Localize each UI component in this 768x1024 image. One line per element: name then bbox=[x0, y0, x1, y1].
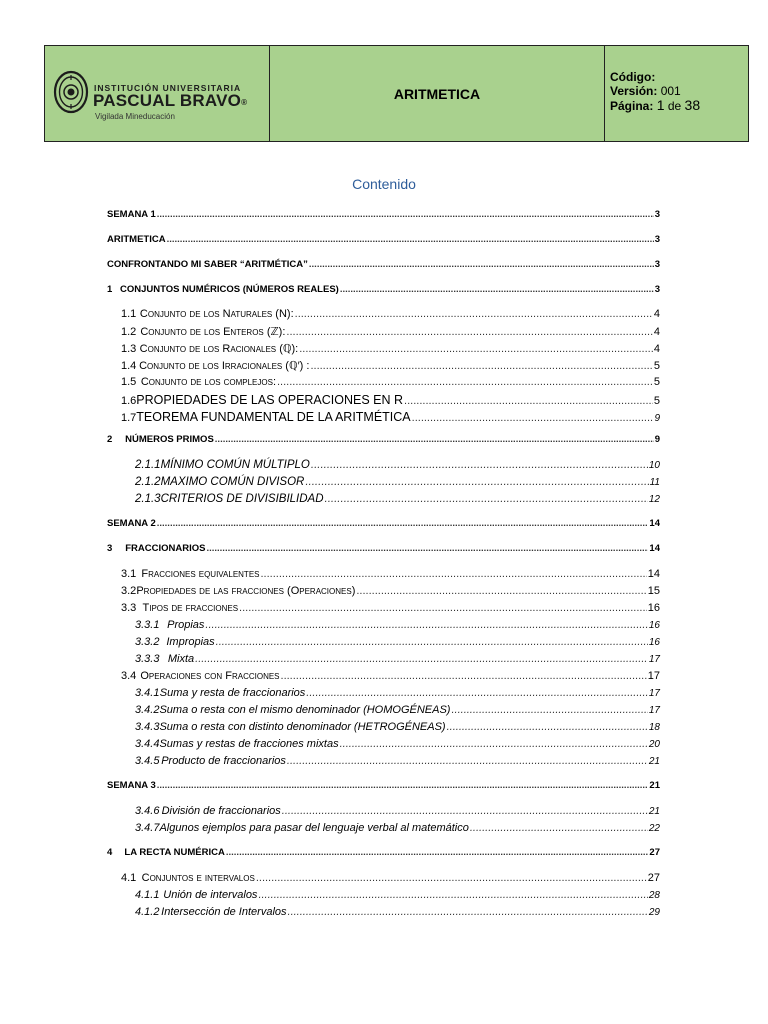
toc-entry-number: 1.3 bbox=[121, 343, 137, 355]
toc-entry-title: Conjunto de los Naturales (N): bbox=[139, 308, 294, 320]
toc-entry[interactable] bbox=[135, 476, 660, 488]
toc-entry-number: 1 bbox=[107, 284, 113, 295]
toc-leader-dots bbox=[226, 847, 649, 858]
toc-entry-title: Producto de fraccionarios bbox=[161, 755, 286, 767]
toc-entry-number: 3.4.1 bbox=[135, 687, 160, 699]
toc-entry-title: SEMANA 2 bbox=[107, 518, 156, 529]
toc-entry-page: 9 bbox=[654, 413, 660, 424]
toc-entry-title: Sumas y restas de fracciones mixtas bbox=[159, 738, 339, 750]
toc-entry[interactable] bbox=[135, 687, 660, 699]
toc-entry[interactable] bbox=[107, 284, 660, 295]
toc-entry-page: 28 bbox=[648, 890, 660, 901]
toc-entry-page: 4 bbox=[653, 326, 660, 338]
toc-entry-number: 3 bbox=[107, 543, 113, 554]
toc-leader-dots bbox=[325, 493, 648, 505]
toc-leader-dots bbox=[261, 568, 647, 580]
toc-entry-title: Mixta bbox=[167, 653, 195, 665]
toc-entry-number: 3.3.1 bbox=[135, 619, 160, 631]
toc-leader-dots bbox=[256, 872, 647, 884]
toc-leader-dots bbox=[310, 360, 652, 372]
toc-heading: Contenido bbox=[352, 176, 416, 192]
toc-entry[interactable] bbox=[121, 359, 660, 372]
toc-entry[interactable] bbox=[135, 704, 660, 716]
toc-entry-page: 17 bbox=[647, 670, 660, 682]
toc-entry-title: Conjunto de los complejos: bbox=[140, 376, 276, 388]
toc-entry-number: 4.1.1 bbox=[135, 889, 160, 901]
toc-entry-page: 12 bbox=[648, 494, 660, 505]
toc-entry-number: 1.7 bbox=[121, 412, 137, 424]
pagina-label: Página: bbox=[610, 99, 654, 113]
toc-leader-dots bbox=[281, 670, 647, 682]
toc-leader-dots bbox=[309, 259, 654, 270]
toc-entry-page: 27 bbox=[647, 872, 660, 884]
version-value: 001 bbox=[660, 84, 681, 98]
toc-entry-number: 3.3.2 bbox=[135, 636, 160, 648]
toc-entry-title: MÍNIMO COMÚN MÚLTIPLO bbox=[160, 459, 310, 471]
toc-entry-page: 14 bbox=[647, 568, 660, 580]
toc-entry-page: 14 bbox=[649, 543, 660, 554]
toc-entry-page: 27 bbox=[649, 847, 660, 858]
toc-entry[interactable] bbox=[121, 342, 660, 355]
toc-entry-number: 2.1.2 bbox=[135, 476, 161, 488]
toc-leader-dots bbox=[282, 805, 648, 817]
toc-leader-dots bbox=[216, 636, 648, 648]
toc-leader-dots bbox=[306, 687, 648, 699]
toc-entry-number: 3.2 bbox=[121, 585, 137, 597]
toc-entry-number: 4.1.2 bbox=[135, 906, 160, 918]
toc-entry-title: Suma o resta con el mismo denominador (HOMOGÉNEAS) bbox=[159, 704, 451, 716]
toc-leader-dots bbox=[215, 434, 654, 445]
institution-name: PASCUAL BRAVO® bbox=[93, 91, 248, 110]
toc-entry-page: 20 bbox=[648, 739, 660, 750]
document-title: ARITMETICA bbox=[270, 46, 605, 141]
toc-entry[interactable] bbox=[121, 325, 660, 338]
toc-entry[interactable] bbox=[135, 805, 660, 817]
toc-leader-dots bbox=[412, 412, 654, 424]
toc-leader-dots bbox=[447, 721, 648, 733]
toc-entry[interactable] bbox=[121, 308, 660, 320]
toc-entry-title: CRITERIOS DE DIVISIBILIDAD bbox=[160, 493, 324, 505]
toc-leader-dots bbox=[288, 906, 648, 918]
toc-entry[interactable] bbox=[107, 209, 660, 220]
toc-entry-page: 9 bbox=[654, 434, 660, 445]
toc-entry-number: 1.4 bbox=[121, 360, 137, 372]
toc-entry-page: 29 bbox=[648, 907, 660, 918]
toc-entry[interactable] bbox=[107, 847, 660, 858]
toc-entry-number: 1.5 bbox=[121, 376, 137, 388]
toc-leader-dots bbox=[167, 234, 654, 245]
toc-entry-number: 3.1 bbox=[121, 568, 137, 580]
toc-leader-dots bbox=[311, 459, 648, 471]
toc-entry-page: 10 bbox=[648, 460, 660, 471]
toc-entry-page: 5 bbox=[653, 360, 660, 372]
toc-entry-title: Intersección de Intervalos bbox=[161, 906, 287, 918]
toc-entry-title: CONJUNTOS NUMÉRICOS (NÚMEROS REALES) bbox=[119, 284, 339, 295]
toc-entry[interactable] bbox=[107, 543, 660, 554]
toc-entry-title: Tipos de fracciones bbox=[142, 602, 239, 614]
toc-entry-title: Operaciones con Fracciones bbox=[140, 670, 280, 682]
toc-leader-dots bbox=[157, 518, 649, 529]
toc-entry-page: 21 bbox=[649, 780, 660, 791]
toc-leader-dots bbox=[205, 619, 647, 631]
toc-entry[interactable] bbox=[135, 653, 660, 665]
toc-entry-page: 3 bbox=[654, 209, 660, 220]
toc-entry-page: 21 bbox=[648, 806, 660, 817]
toc-entry-page: 11 bbox=[649, 477, 660, 488]
toc-entry-title: MAXIMO COMÚN DIVISOR bbox=[160, 476, 305, 488]
toc-entry[interactable] bbox=[135, 822, 660, 834]
toc-entry-page: 22 bbox=[648, 823, 660, 834]
toc-entry[interactable] bbox=[135, 636, 660, 648]
toc-entry-title: SEMANA 3 bbox=[107, 780, 156, 791]
toc-entry-number: 3.4.7 bbox=[135, 822, 160, 834]
toc-entry-page: 17 bbox=[648, 688, 660, 699]
toc-leader-dots bbox=[287, 755, 648, 767]
institution-line1: INSTITUCIÓN UNIVERSITARIA bbox=[94, 83, 242, 93]
toc-entry-number: 4 bbox=[107, 847, 113, 858]
toc-leader-dots bbox=[277, 376, 653, 388]
toc-entry-title: Propiedades de las fracciones (Operaciones) bbox=[136, 585, 356, 597]
toc-entry-page: 5 bbox=[653, 376, 660, 388]
toc-entry-page: 17 bbox=[648, 654, 660, 665]
toc-leader-dots bbox=[299, 343, 653, 355]
toc-entry[interactable] bbox=[107, 234, 660, 245]
toc-entry-page: 18 bbox=[648, 722, 660, 733]
toc-entry[interactable] bbox=[135, 906, 660, 918]
toc-leader-dots bbox=[206, 543, 648, 554]
toc-entry-number: 1.2 bbox=[121, 326, 137, 338]
toc-entry-number: 3.4.5 bbox=[135, 755, 160, 767]
toc-entry-page: 5 bbox=[653, 395, 660, 407]
toc-entry[interactable] bbox=[135, 619, 660, 631]
toc-entry-page: 3 bbox=[654, 234, 660, 245]
toc-entry[interactable] bbox=[135, 889, 660, 901]
toc-entry[interactable] bbox=[135, 493, 660, 505]
toc-leader-dots bbox=[295, 308, 653, 320]
toc-entry[interactable] bbox=[121, 376, 660, 388]
toc-entry-number: 3.4.2 bbox=[135, 704, 160, 716]
toc-entry-number: 4.1 bbox=[121, 872, 137, 884]
toc-entry-page: 16 bbox=[647, 602, 660, 614]
toc-leader-dots bbox=[404, 395, 653, 407]
toc-entry-page: 21 bbox=[648, 756, 660, 767]
toc-leader-dots bbox=[157, 209, 654, 220]
toc-entry-title: Conjuntos e intervalos bbox=[141, 872, 255, 884]
toc-entry-number: 2.1.3 bbox=[135, 493, 161, 505]
toc-entry-title: Impropias bbox=[166, 636, 215, 648]
toc-entry-title: Conjunto de los Irracionales (ℚ′) : bbox=[139, 360, 310, 372]
toc-entry-number: 3.3.3 bbox=[135, 653, 160, 665]
toc-entry[interactable] bbox=[107, 518, 660, 529]
toc-entry[interactable] bbox=[121, 393, 660, 407]
toc-leader-dots bbox=[451, 704, 647, 716]
toc-entry-title: Algunos ejemplos para pasar del lenguaje verbal al matemático bbox=[159, 822, 469, 834]
version-label: Versión: bbox=[610, 84, 658, 98]
toc-leader-dots bbox=[239, 602, 647, 614]
toc-leader-dots bbox=[340, 738, 648, 750]
codigo-label: Código: bbox=[610, 70, 656, 84]
toc-entry[interactable] bbox=[135, 721, 660, 733]
toc-entry[interactable] bbox=[121, 602, 660, 614]
toc-entry-page: 3 bbox=[654, 284, 660, 295]
toc-entry-page: 16 bbox=[648, 620, 660, 631]
toc-entry[interactable] bbox=[121, 568, 660, 580]
toc-entry-title: Propias bbox=[167, 619, 205, 631]
toc-leader-dots bbox=[157, 780, 649, 791]
pagina-total: 38 bbox=[684, 97, 701, 113]
toc-entry-title: CONFRONTANDO MI SABER “ARITMÉTICA” bbox=[107, 259, 308, 270]
toc-leader-dots bbox=[286, 326, 652, 338]
institution-tagline: Vigilada Mineducación bbox=[95, 112, 175, 121]
toc-entry[interactable] bbox=[135, 738, 660, 750]
toc-entry[interactable] bbox=[135, 755, 660, 767]
toc-leader-dots bbox=[356, 585, 646, 597]
toc-entry-number: 3.4.3 bbox=[135, 721, 160, 733]
toc-entry-title: División de fraccionarios bbox=[161, 805, 281, 817]
toc-entry-title: Conjunto de los Enteros (ℤ): bbox=[140, 326, 286, 338]
toc-leader-dots bbox=[258, 889, 647, 901]
pagina-of: de bbox=[667, 99, 682, 113]
toc-entry-page: 15 bbox=[647, 585, 660, 597]
toc-entry[interactable] bbox=[121, 872, 660, 884]
toc-entry[interactable] bbox=[121, 670, 660, 682]
toc-entry-number: 3.4 bbox=[121, 670, 137, 682]
toc-entry[interactable] bbox=[121, 410, 660, 424]
toc-entry-page: 17 bbox=[648, 705, 660, 716]
toc-entry-number: 1.1 bbox=[121, 308, 137, 320]
toc-entry-title: Conjunto de los Racionales (ℚ): bbox=[139, 343, 299, 355]
toc-entry-title: Unión de intervalos bbox=[163, 889, 258, 901]
toc-leader-dots bbox=[470, 822, 648, 834]
toc-entry-title: Suma y resta de fraccionarios bbox=[159, 687, 306, 699]
toc-entry[interactable] bbox=[107, 780, 660, 791]
toc-entry-title: LA RECTA NUMÉRICA bbox=[124, 847, 225, 858]
toc-entry-number: 3.4.4 bbox=[135, 738, 160, 750]
toc-entry-number: 3.4.6 bbox=[135, 805, 160, 817]
toc-entry-page: 3 bbox=[654, 259, 660, 270]
toc-entry-number: 2 bbox=[107, 434, 113, 445]
toc-entry-page: 4 bbox=[653, 343, 660, 355]
toc-entry-title: PROPIEDADES DE LAS OPERACIONES EN R bbox=[136, 393, 404, 407]
toc-entry-title: FRACCIONARIOS bbox=[125, 543, 206, 554]
toc-entry[interactable] bbox=[135, 459, 660, 471]
toc-entry-title: NÚMEROS PRIMOS bbox=[125, 434, 214, 445]
toc-leader-dots bbox=[305, 476, 648, 488]
toc-entry-page: 4 bbox=[653, 308, 660, 320]
toc-entry[interactable] bbox=[107, 434, 660, 445]
toc-entry-page: 14 bbox=[649, 518, 660, 529]
toc-leader-dots bbox=[195, 653, 648, 665]
toc-entry[interactable] bbox=[121, 585, 660, 597]
toc-entry-number: 3.3 bbox=[121, 602, 137, 614]
toc-entry-title: Suma o resta con distinto denominador (HETROGÉNEAS) bbox=[159, 721, 446, 733]
registered-mark: ® bbox=[241, 98, 248, 107]
toc-entry-page: 16 bbox=[648, 637, 660, 648]
toc-entry-title: SEMANA 1 bbox=[107, 209, 156, 220]
toc-entry-title: ARITMETICA bbox=[107, 234, 166, 245]
toc-entry[interactable] bbox=[107, 259, 660, 270]
toc-entry-title: Fracciones equivalentes bbox=[141, 568, 260, 580]
toc-leader-dots bbox=[340, 284, 654, 295]
toc-entry-number: 2.1.1 bbox=[135, 459, 161, 471]
pagina-current: 1 bbox=[656, 97, 665, 113]
toc-entry-number: 1.6 bbox=[121, 395, 137, 407]
toc-entry-title: TEOREMA FUNDAMENTAL DE LA ARITMÉTICA bbox=[136, 410, 411, 424]
